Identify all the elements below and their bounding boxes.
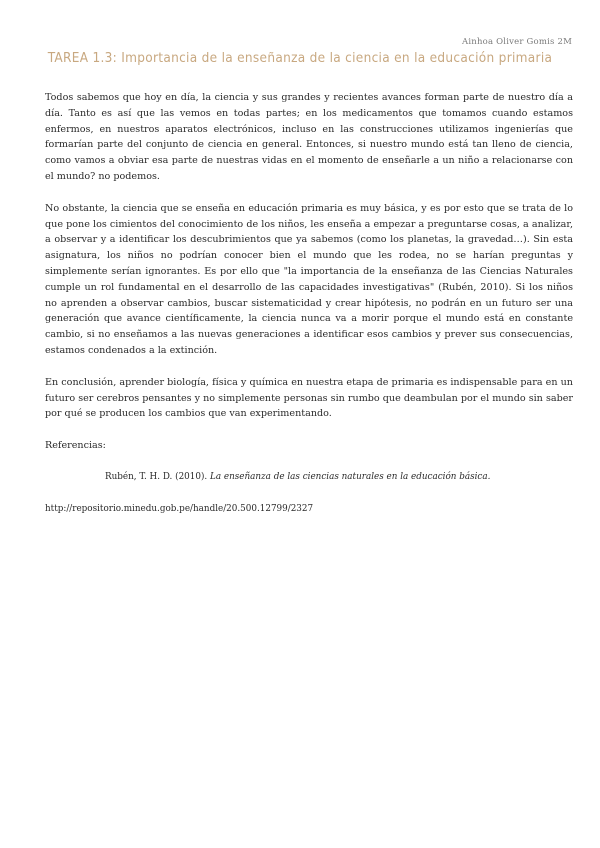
reference-url[interactable]: http://repositorio.minedu.gob.pe/handle/20.500.12799/2327 <box>45 503 314 514</box>
header-author: Ainhoa Oliver Gomis 2M <box>462 37 572 47</box>
document-title: TAREA 1.3: Importancia de la enseñanza de la ciencia en la educación primaria <box>47 50 553 66</box>
reference-title: La enseñanza de las ciencias naturales en la educación básica. <box>210 471 491 482</box>
paragraph-intro: Todos sabemos que hoy en día, la ciencia y sus grandes y recientes avances forman parte de nuestro día a día. Tanto es así que las vemos en todas partes; en los medicamentos que tomamos cuando estamos enfermos, en nuestros aparatos electrónicos, incluso en las construcciones utilizamos ingenierías que formarían parte del conjunto de ciencia en general. Entonces, si nuestro mundo está tan lleno de ciencia, como vamos a obviar esa parte de nuestras vidas en el momento de enseñarle a un niño a relacionarse con el mundo? no podemos. <box>45 92 573 182</box>
paragraph-conclusion: En conclusión, aprender biología, física y química en nuestra etapa de primaria es indispensable para en un futuro ser cerebros pensantes y no simplemente personas sin rumbo que deambulan por el mundo sin saber por qué se producen los cambios que van experimentando. <box>45 376 573 420</box>
document-body <box>45 90 573 534</box>
reference-author: Rubén, T. H. D. (2010). <box>105 471 208 482</box>
reference-entry <box>45 470 573 486</box>
paragraph-development: No obstante, la ciencia que se enseña en educación primaria es muy básica, y es por esto que se trata de lo que pone los cimientos del conocimiento de los niños, les enseña a empezar a preguntarse cosas, a analizar, a observar y a identificar los descubrimientos que ya sabemos (como los planetas, la gravedad…). Sin esta asignatura, los niños no podrían conocer bien el mundo que les rodea, no se harían preguntas y simplemente serían ignorantes. Es por ello que "la importancia de la enseñanza de las Ciencias Naturales cumple un rol fundamental en el desarrollo de las capacidades investigativas" (Rubén, 2010). Si los niños no aprenden a observar cambios, buscar sistematicidad y crear hipótesis, no podrán en un futuro ser una generación que avance científicamente, la ciencia nunca va a morir porque el mundo está en constante cambio, si no enseñamos a las nuevas generaciones a identificar esos cambios y prever sus consecuencias, estamos condenados a la extinción. <box>45 202 573 356</box>
references-label: Referencias: <box>45 440 106 452</box>
references-section <box>45 438 573 517</box>
